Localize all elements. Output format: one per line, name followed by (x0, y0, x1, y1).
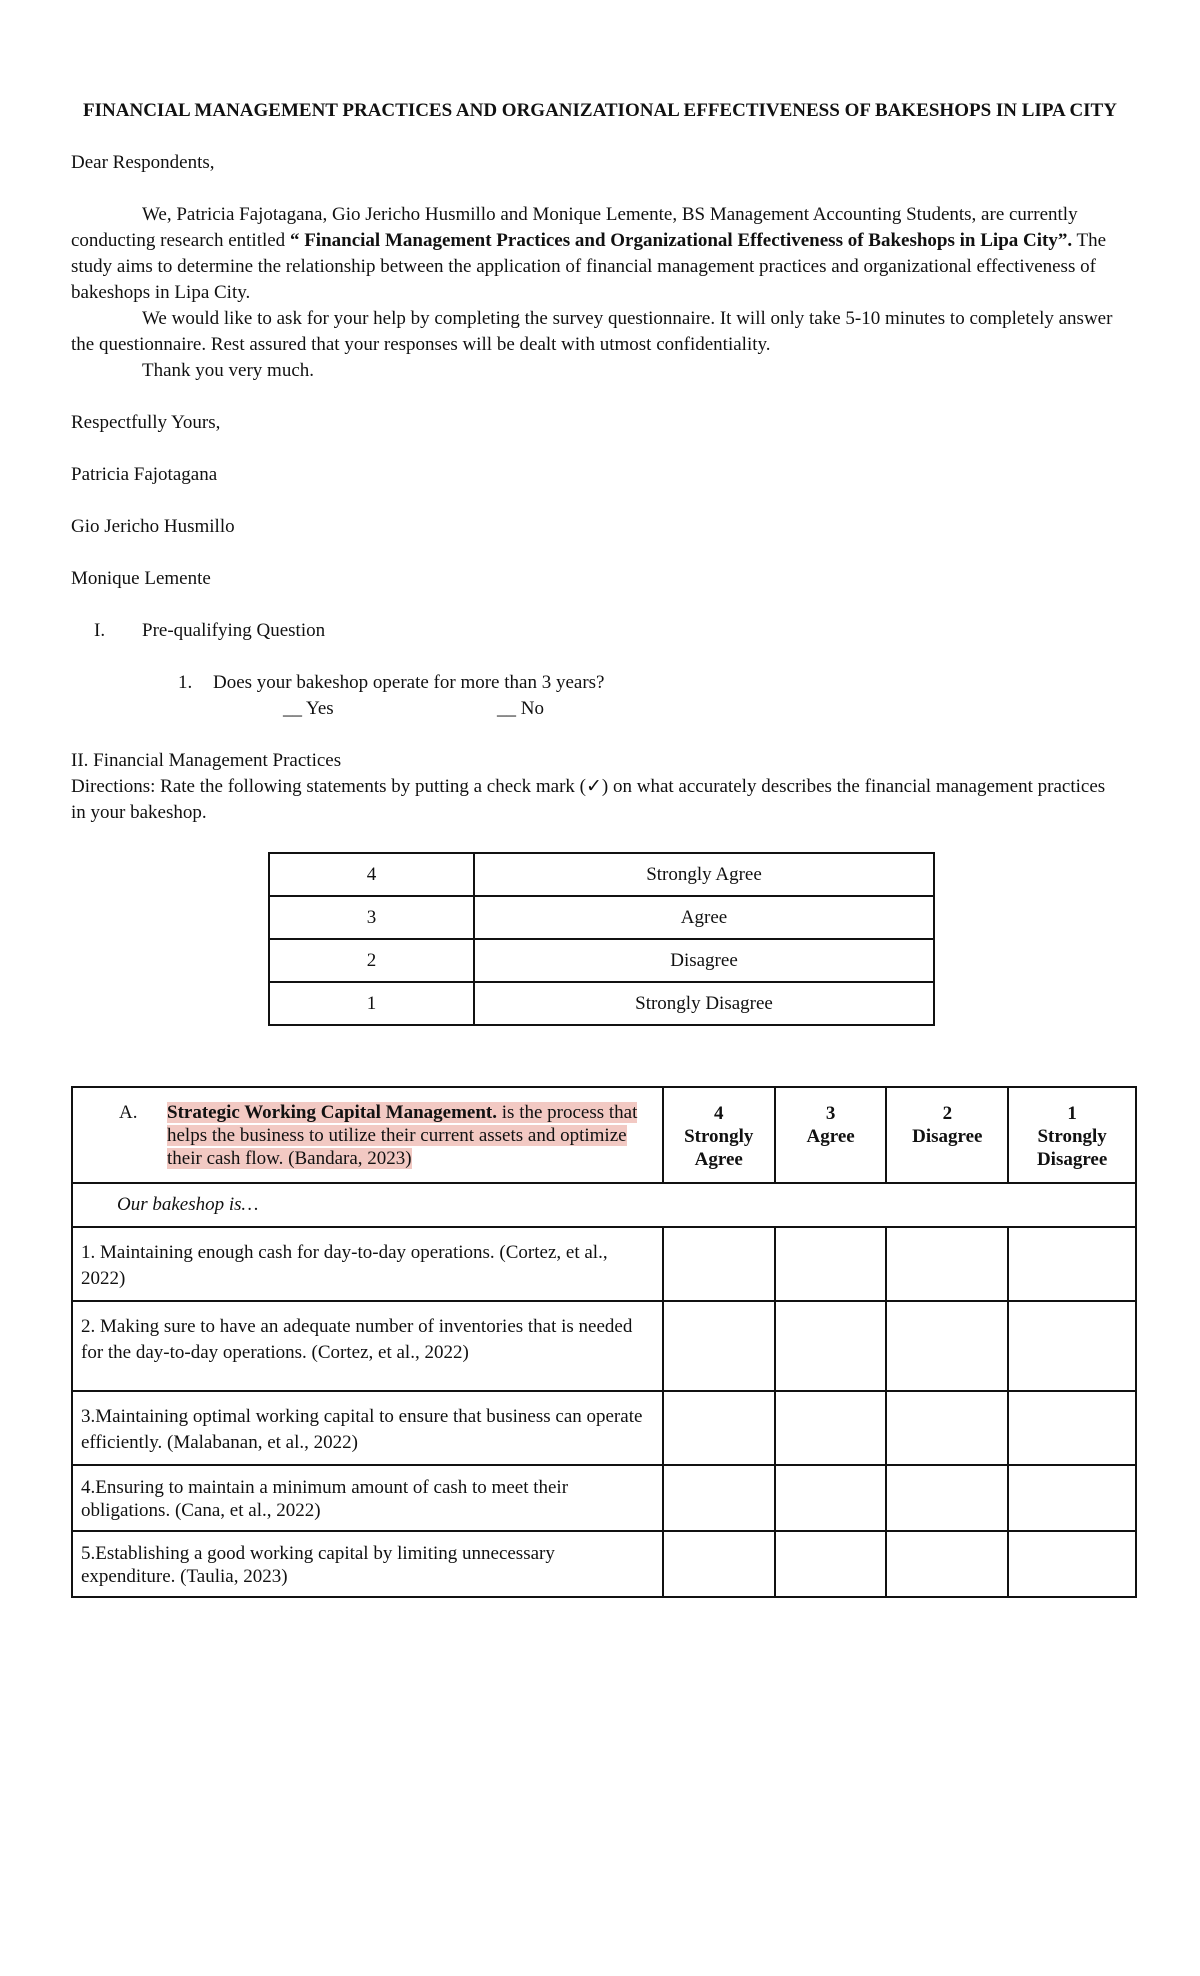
col-num: 3 (825, 1103, 836, 1124)
section2-heading: II. Financial Management Practices (71, 750, 342, 771)
rating-cell[interactable] (775, 1227, 886, 1301)
research-title: “ Financial Management Practices and Organizational Effectiveness of Bakeshops in Lipa City”. (289, 230, 1073, 251)
table-row (72, 1531, 1136, 1597)
document-title: FINANCIAL MANAGEMENT PRACTICES AND ORGANIZATIONAL EFFECTIVENESS OF BAKESHOPS IN LIPA CITY (83, 100, 1117, 121)
col-label: Disagree (912, 1126, 983, 1147)
scale-num: 1 (269, 982, 474, 1025)
rating-cell[interactable] (775, 1531, 886, 1597)
intro-text: We, Patricia Fajotagana, Gio Jericho Husmillo and Monique Lemente, BS Management Accounting Students, are currently conducting research entitled (71, 204, 1078, 251)
scale-row (269, 853, 934, 896)
scale-num: 4 (269, 853, 474, 896)
rating-cell[interactable] (663, 1391, 775, 1465)
rating-cell[interactable] (1008, 1391, 1136, 1465)
scale-num: 2 (269, 939, 474, 982)
scale-num: 3 (269, 896, 474, 939)
salutation: Dear Respondents, (71, 152, 215, 173)
rating-cell[interactable] (1008, 1465, 1136, 1531)
section-a-bold: Strategic Working Capital Management. (167, 1102, 498, 1123)
paragraph-request: We would like to ask for your help by completing the survey questionnaire. It will only take 5-10 minutes to completely answer the questionnaire. Rest assured that your responses will be dealt with utmost confidentiality. (71, 308, 1113, 355)
paragraph-thanks: Thank you very much. (142, 360, 315, 381)
col-3-header (775, 1087, 886, 1183)
rating-cell[interactable] (663, 1531, 775, 1597)
col-num: 2 (942, 1103, 953, 1124)
rating-cell[interactable] (1008, 1227, 1136, 1301)
section-numeral: I. (94, 620, 106, 641)
intro-text-end: The study aims to determine the relationship between the application of financial management practices and organizational effectiveness of bakeshops in Lipa City. (71, 230, 1107, 303)
rating-cell[interactable] (663, 1227, 775, 1301)
scale-label: Agree (474, 896, 934, 939)
scale-row (269, 896, 934, 939)
scale-row (269, 982, 934, 1025)
rating-cell[interactable] (775, 1465, 886, 1531)
rating-cell[interactable] (886, 1465, 1008, 1531)
rating-cell[interactable] (886, 1301, 1008, 1391)
signatory-3: Monique Lemente (71, 568, 211, 589)
rating-cell[interactable] (775, 1391, 886, 1465)
question-text: Does your bakeshop operate for more than 3 years? (213, 672, 605, 693)
section-a-header (72, 1087, 663, 1183)
closing: Respectfully Yours, (71, 412, 221, 433)
subheading: Our bakeshop is… (72, 1183, 1136, 1227)
col-4-header (663, 1087, 775, 1183)
col-num: 1 (1067, 1103, 1077, 1124)
paragraph-intro (71, 202, 1131, 306)
section-a-description: is the process that helps the business to utilize their current assets and optimize their cash flow. (Bandara, 2023) (167, 1102, 638, 1169)
section-label: Pre-qualifying Question (142, 620, 326, 641)
rating-cell[interactable] (1008, 1531, 1136, 1597)
rating-cell[interactable] (886, 1391, 1008, 1465)
item-text: 1. Maintaining enough cash for day-to-day operations. (Cortez, et al., 2022) (72, 1227, 663, 1301)
directions: Directions: Rate the following statements by putting a check mark (✓) on what accurately describes the financial management practices in your bakeshop. (71, 776, 1106, 823)
scale-label: Disagree (474, 939, 934, 982)
section-a-title (85, 1101, 650, 1170)
item-text: 5.Establishing a good working capital by limiting unnecessary expenditure. (Taulia, 2023) (72, 1531, 663, 1597)
col-label: Strongly Agree (684, 1126, 754, 1170)
subheading-row (72, 1183, 1136, 1227)
rating-cell[interactable] (663, 1465, 775, 1531)
item-text: 2. Making sure to have an adequate number of inventories that is needed for the day-to-day operations. (Cortez, et al., 2022) (72, 1301, 663, 1391)
section-letter: A. (119, 1102, 138, 1123)
rating-cell[interactable] (886, 1227, 1008, 1301)
signatory-1: Patricia Fajotagana (71, 464, 218, 485)
table-row (72, 1301, 1136, 1391)
table-row (72, 1391, 1136, 1465)
table-row (72, 1227, 1136, 1301)
table-row (72, 1465, 1136, 1531)
rating-scale-table (268, 852, 935, 1026)
item-text: 3.Maintaining optimal working capital to ensure that business can operate efficiently. (Malabanan, et al., 2022) (72, 1391, 663, 1465)
item-text: 4.Ensuring to maintain a minimum amount of cash to meet their obligations. (Cana, et al., 2022) (72, 1465, 663, 1531)
scale-label: Strongly Disagree (474, 982, 934, 1025)
rating-cell[interactable] (1008, 1301, 1136, 1391)
scale-row (269, 939, 934, 982)
scale-label: Strongly Agree (474, 853, 934, 896)
col-label: Strongly Disagree (1036, 1126, 1108, 1170)
rating-cell[interactable] (663, 1301, 775, 1391)
col-1-header (1008, 1087, 1136, 1183)
col-label: Agree (806, 1126, 855, 1147)
option-no[interactable]: __ No (497, 698, 544, 719)
col-num: 4 (713, 1103, 724, 1124)
rating-cell[interactable] (775, 1301, 886, 1391)
option-yes[interactable]: __ Yes (283, 698, 334, 719)
rating-cell[interactable] (886, 1531, 1008, 1597)
rating-header-row (72, 1087, 1136, 1183)
letter-body (71, 202, 1131, 384)
col-2-header (886, 1087, 1008, 1183)
question-number: 1. (178, 672, 193, 693)
rating-table (71, 1086, 1137, 1598)
signatory-2: Gio Jericho Husmillo (71, 516, 235, 537)
